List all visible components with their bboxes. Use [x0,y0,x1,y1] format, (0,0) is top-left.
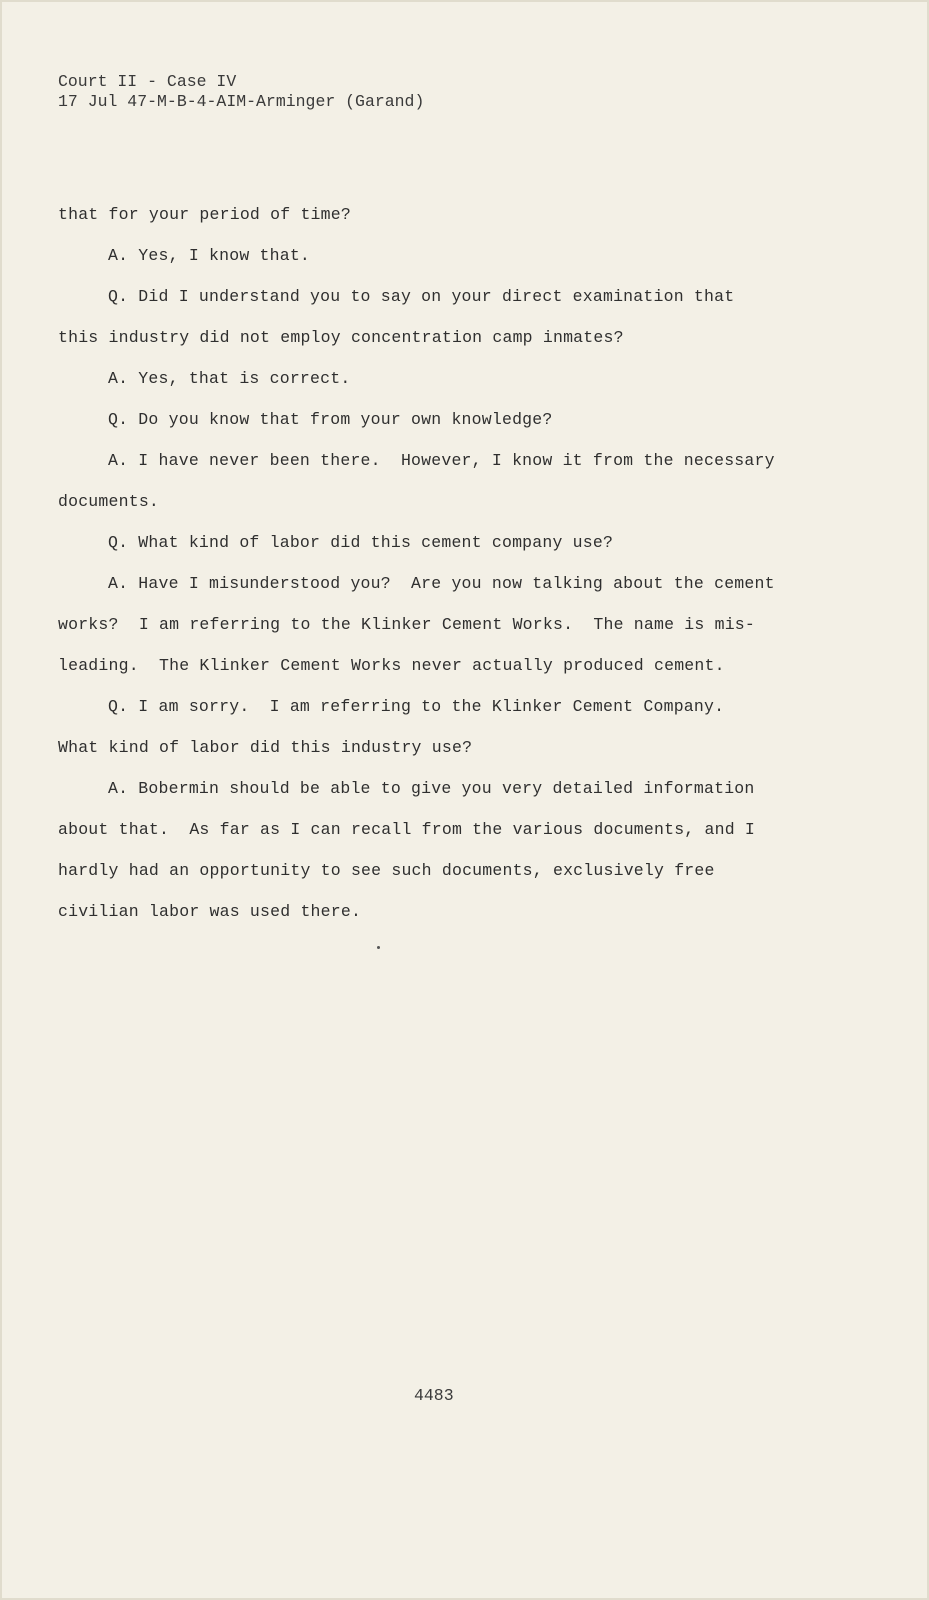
document-header [58,72,424,112]
court-case-line: Court II - Case IV [58,72,237,91]
testimony-line: What kind of labor did this industry use? [58,738,473,757]
page-number: 4483 [414,1386,454,1405]
paper-speck [377,946,380,949]
testimony-line: A. Bobermin should be able to give you very detailed information [108,779,755,798]
testimony-line: about that. As far as I can recall from the various documents, and I [58,820,756,839]
testimony-line: A. Have I misunderstood you? Are you now talking about the cement [108,574,775,593]
testimony-line: civilian labor was used there. [58,902,362,921]
testimony-line: this industry did not employ concentration camp inmates? [58,328,624,347]
testimony-line: Q. Do you know that from your own knowledge? [108,410,553,429]
testimony-line: hardly had an opportunity to see such documents, exclusively free [58,861,715,880]
date-reporter-line: 17 Jul 47-M-B-4-AIM-Arminger (Garand) [58,92,425,111]
testimony-line: A. I have never been there. However, I know it from the necessary [108,451,775,470]
testimony-line: that for your period of time? [58,205,351,224]
testimony-line: A. Yes, that is correct. [108,369,351,388]
testimony-line: Q. Did I understand you to say on your direct examination that [108,287,735,306]
testimony-line: leading. The Klinker Cement Works never actually produced cement. [58,656,725,675]
testimony-line: A. Yes, I know that. [108,246,311,265]
testimony-line: Q. I am sorry. I am referring to the Klinker Cement Company. [108,697,725,716]
testimony-line: documents. [58,492,160,511]
testimony-text [58,194,878,932]
testimony-line: Q. What kind of labor did this cement company use? [108,533,614,552]
testimony-line: works? I am referring to the Klinker Cement Works. The name is mis- [58,615,756,634]
